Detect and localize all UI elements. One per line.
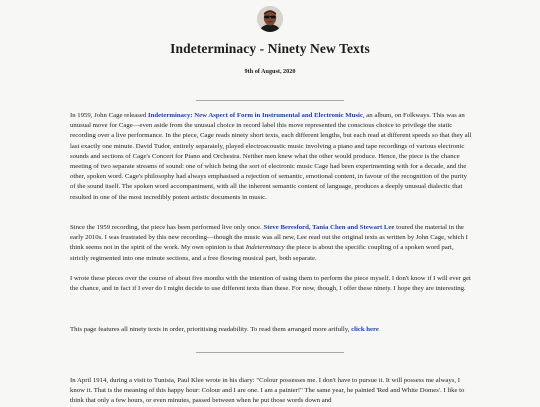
album-link[interactable]: Indeterminacy: New Aspect of Form in Instrumental and Electronic Music [147, 112, 363, 119]
paragraph-text: In 1959, John Cage released [70, 112, 148, 119]
intro-paragraph-2 [70, 223, 472, 265]
intro-paragraph-4 [70, 325, 472, 335]
text-body: In April 1914, during a visit to Tunisia, Paul Klee wrote in his diary: "Colour possesses me. I don't have to pursue it. It will possess me always, I know it. That is the meaning of this happy hour: Colour and I are one. I am a painter!" The same year, he painted 'Red and White Domes'. I like to think that only a few hours, or even minutes, passed between when he put those words down and [70, 377, 465, 405]
intro-paragraph-3: I wrote these pieces over the course of about five months with the intention of using them to perform the piece myself. I don't know if I will ever get the chance, and in fact if I ever do I might decide to use different texts than these. For now, though, I offer these ninety. I hope they are interesting. [70, 275, 471, 293]
paragraph-text: the piece is about the specific coupling of a spoken word part, strictly regimented into one minute sections, and a free flowing musical part, both separate. [70, 244, 454, 262]
paragraph-text: This page features all ninety texts in order, prioritising readability. To read them arranged more artfully, [70, 326, 352, 333]
divider [196, 352, 344, 353]
post-date: 9th of August, 2020 [244, 68, 296, 75]
work-title: Indeterminacy [245, 244, 285, 252]
paragraph-text: toured the material in the early 2010s. I was frustrated by this new recording—though the music was all new, Lee read out the original texts as written by John Cage, which I think seems not in the spirit of the work. My own opinion is that [70, 224, 468, 252]
avatar [257, 6, 283, 32]
paragraph-text: , an album, on Folkways. This was an unusual move for Cage—even aside from the unusual choice in record label this move represented the conscious choice to privilege the static recording over a live performance. In the piece, Cage reads ninety short texts, each different lengths, but each read at different speeds so that they all last exactly one minute. David Tudor, entirely separately, played electroacoustic music involving a piano and tape recordings of various electronic sounds and sections of Cage's Concert for Piano and Orchestra. Neither men knew what the other would produce. Hence, the piece is the chance meeting of two separate streams of sound: one of which being the sort of electronic music Cage had been experimenting with for a decade, and the other, spoken word. Cage's philosophy had always emphasised a rejection of semantic, emotional content, in favour of the recognition of the purity of the sound itself. The spoken word accompaniment, with all the inherent semantic content of language, produces a deeply unusual dialectic that resulted in one of the most incredibly potent artistic documents in music. [70, 112, 472, 201]
paragraph-text: Since the 1959 recording, the piece has been performed live only once. [70, 224, 264, 231]
intro-section [70, 111, 472, 335]
intro-paragraph-1 [70, 111, 472, 214]
text-entry [70, 376, 472, 407]
performers-link[interactable]: Steve Beresford, Tania Chen and Stewart Lee [263, 224, 395, 231]
divider [196, 100, 344, 101]
page-title: Indeterminacy - Ninety New Texts [170, 41, 370, 56]
arranged-version-link[interactable]: click here [351, 326, 379, 333]
